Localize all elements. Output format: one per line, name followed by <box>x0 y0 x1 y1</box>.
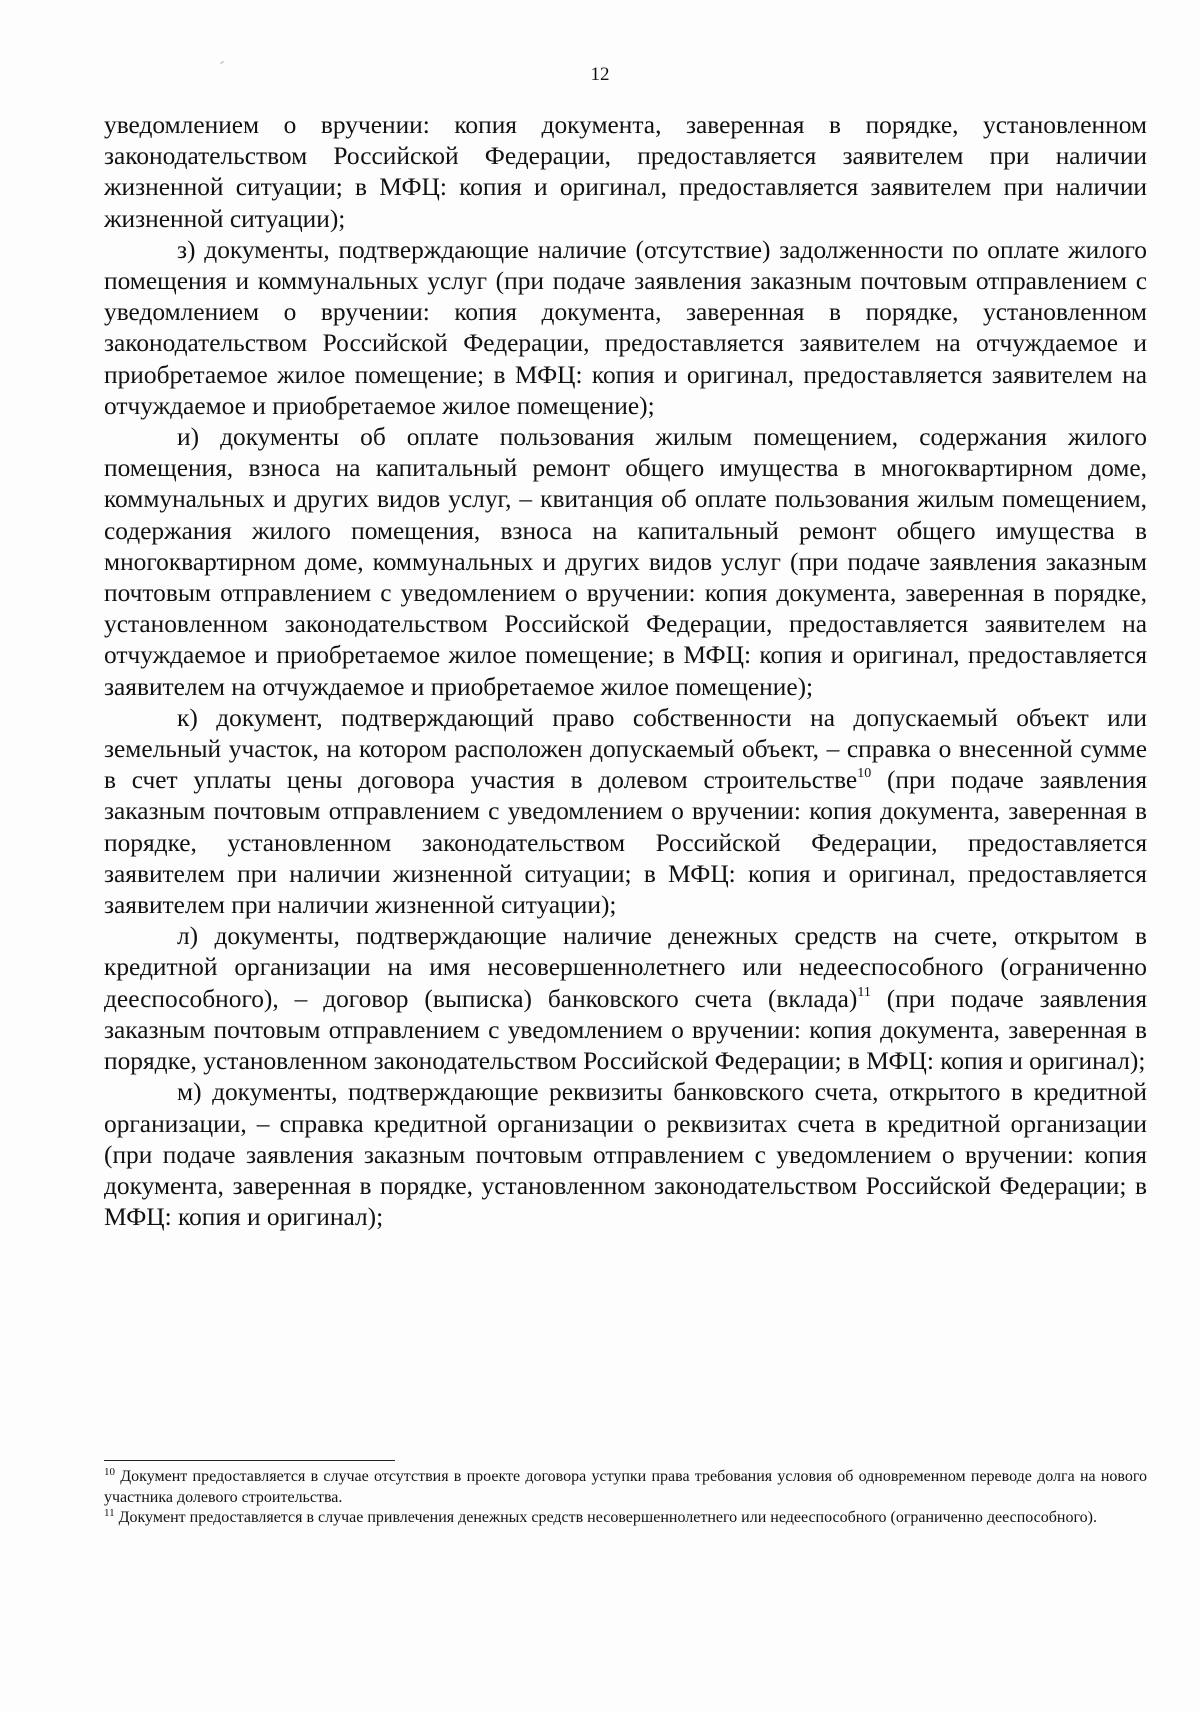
body-text <box>104 110 1147 1233</box>
footnote-mark: 10 <box>104 1466 115 1478</box>
paragraph-continuation <box>104 110 1147 235</box>
paragraph-item-m <box>104 1077 1147 1233</box>
paragraph-item-z <box>104 235 1147 422</box>
footnote-text: Документ предоставляется в случае привлечения денежных средств несовершеннолетнего или недееспособного (ограниченно дееспособного). <box>118 1509 1097 1526</box>
paragraph-item-l <box>104 921 1147 1077</box>
footnotes <box>104 1467 1147 1529</box>
paragraph-text: (при подаче заявления заказным почтовым отправлением с уведомлением о вручении: копия документа, заверенная в порядке, установленном законодательством Российской Федерации; в МФЦ: копия и оригинал); <box>104 984 1148 1076</box>
footnote-reference[interactable]: 10 <box>857 766 872 782</box>
paragraph-text: уведомлением о вручении: копия документа, заверенная в порядке, установленном законодательством Российской Федерации, предоставляется заявителем при наличии жизненной ситуации; в МФЦ: копия и оригинал, предоставляется заявителем при наличии жизненной ситуации); <box>104 111 1147 233</box>
paragraph-text: л) документы, подтверждающие наличие денежных средств на счете, открытом в кредитной организации на имя несовершеннолетнего или недееспособного (ограниченно дееспособного), – договор (выписка) банковского счета (вклада) <box>104 922 1147 1013</box>
page-number: 12 <box>590 64 610 85</box>
paragraph-text: м) документы, подтверждающие реквизиты банковского счета, открытого в кредитной организации, – справка кредитной организации о реквизитах счета в кредитной организации (при подаче заявления заказным почтовым отправлением с уведомлением о вручении: копия документа, заверенная в порядке, установленном законодательством Российской Федерации; в МФЦ: копия и оригинал); <box>104 1078 1147 1232</box>
paragraph-text: з) документы, подтверждающие наличие (отсутствие) задолженности по оплате жилого помещения и коммунальных услуг (при подаче заявления заказным почтовым отправлением с уведомлением о вручении: копия документа, заверенная в порядке, установленном законодательством Российской Федерации, предоставляется заявителем на отчуждаемое и приобретаемое жилое помещение; в МФЦ: копия и оригинал, предоставляется заявителем на отчуждаемое и приобретаемое жилое помещение); <box>104 235 1147 420</box>
footnote-11 <box>104 1508 1147 1529</box>
paragraph-text: (при подаче заявления заказным почтовым отправлением с уведомлением о вручении: копия документа, заверенная в порядке, установленном законодательством Российской Федерации, предоставляется заявителем при наличии жизненной ситуации; в МФЦ: копия и оригинал, предоставляется заявителем при наличии жизненной ситуации); <box>104 766 1148 920</box>
footnote-text: Документ предоставляется в случае отсутствия в проекте договора уступки права требования условия об одновременном переводе долга на нового участника долевого строительства. <box>104 1468 1148 1506</box>
paragraph-item-k <box>104 703 1147 921</box>
footnote-reference[interactable]: 11 <box>857 984 871 1000</box>
paragraph-text: к) документ, подтверждающий право собственности на допускаемый объект или земельный участок, на котором расположен допускаемый объект, – справка о внесенной сумме в счет уплаты цены договора участия в долевом строительстве <box>104 703 1147 795</box>
footnote-mark: 11 <box>104 1507 115 1519</box>
paragraph-item-i <box>104 422 1147 703</box>
paragraph-text: и) документы об оплате пользования жилым помещением, содержания жилого помещения, взноса на капитальный ремонт общего имущества в многоквартирном доме, коммунальных и других видов услуг, – квитанция об оплате пользования жилым помещением, содержания жилого помещения, взноса на капитальный ремонт общего имущества в многоквартирном доме, коммунальных и других видов услуг (при подаче заявления заказным почтовым отправлением с уведомлением о вручении: копия документа, заверенная в порядке, установленном законодательством Российской Федерации, предоставляется заявителем на отчуждаемое и приобретаемое жилое помещение; в МФЦ: копия и оригинал, предоставляется заявителем на отчуждаемое и приобретаемое жилое помещение); <box>104 423 1147 701</box>
footnote-10 <box>104 1467 1147 1508</box>
footnote-separator <box>104 1460 395 1461</box>
